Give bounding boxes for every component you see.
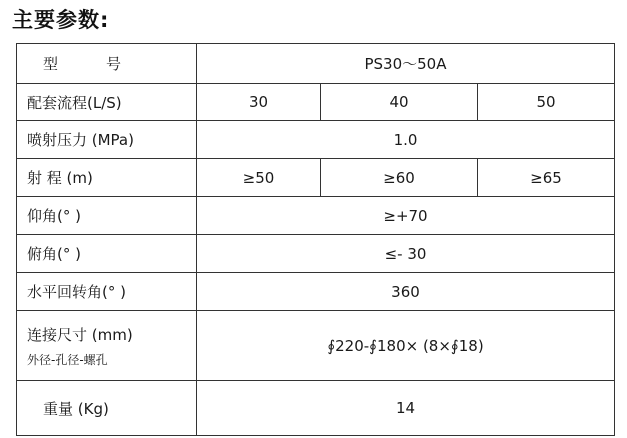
flow-value-1: 30 bbox=[197, 84, 321, 121]
pressure-label: 喷射压力 (MPa) bbox=[17, 121, 197, 159]
flange-label-cell bbox=[17, 311, 197, 381]
range-value-3: ≥65 bbox=[478, 159, 615, 197]
model-value: PS30〜50A bbox=[197, 44, 615, 84]
flange-label: 连接尺寸 (mm) bbox=[27, 325, 133, 344]
page-title: 主要参数: bbox=[12, 8, 110, 32]
depression-value: ≤- 30 bbox=[197, 235, 615, 273]
table-row-rotation bbox=[17, 273, 615, 311]
range-label: 射 程 (m) bbox=[17, 159, 197, 197]
range-value-1: ≥50 bbox=[197, 159, 321, 197]
flange-sublabel: 外径-孔径-螺孔 bbox=[27, 352, 108, 367]
spec-table bbox=[16, 43, 615, 436]
table-row-model bbox=[17, 44, 615, 84]
table-row-range bbox=[17, 159, 615, 197]
flange-value: ∮220-∮180× (8×∮18) bbox=[197, 311, 615, 381]
table-row-pressure bbox=[17, 121, 615, 159]
table-row-elevation bbox=[17, 197, 615, 235]
table-row-weight bbox=[17, 381, 615, 436]
flow-label: 配套流程(L/S) bbox=[17, 84, 197, 121]
table-row-flow bbox=[17, 84, 615, 121]
flow-value-3: 50 bbox=[478, 84, 615, 121]
range-value-2: ≥60 bbox=[321, 159, 478, 197]
pressure-value: 1.0 bbox=[197, 121, 615, 159]
weight-value: 14 bbox=[197, 381, 615, 436]
table-row-depression bbox=[17, 235, 615, 273]
model-label-cell bbox=[17, 44, 197, 84]
table-row-flange bbox=[17, 311, 615, 381]
rotation-value: 360 bbox=[197, 273, 615, 311]
depression-label: 俯角(° ) bbox=[17, 235, 197, 273]
model-label-b: 号 bbox=[106, 55, 122, 73]
weight-label: 重量 (Kg) bbox=[17, 381, 197, 436]
elevation-label: 仰角(° ) bbox=[17, 197, 197, 235]
model-label-a: 型 bbox=[43, 55, 59, 73]
flow-value-2: 40 bbox=[321, 84, 478, 121]
rotation-label: 水平回转角(° ) bbox=[17, 273, 197, 311]
elevation-value: ≥+70 bbox=[197, 197, 615, 235]
